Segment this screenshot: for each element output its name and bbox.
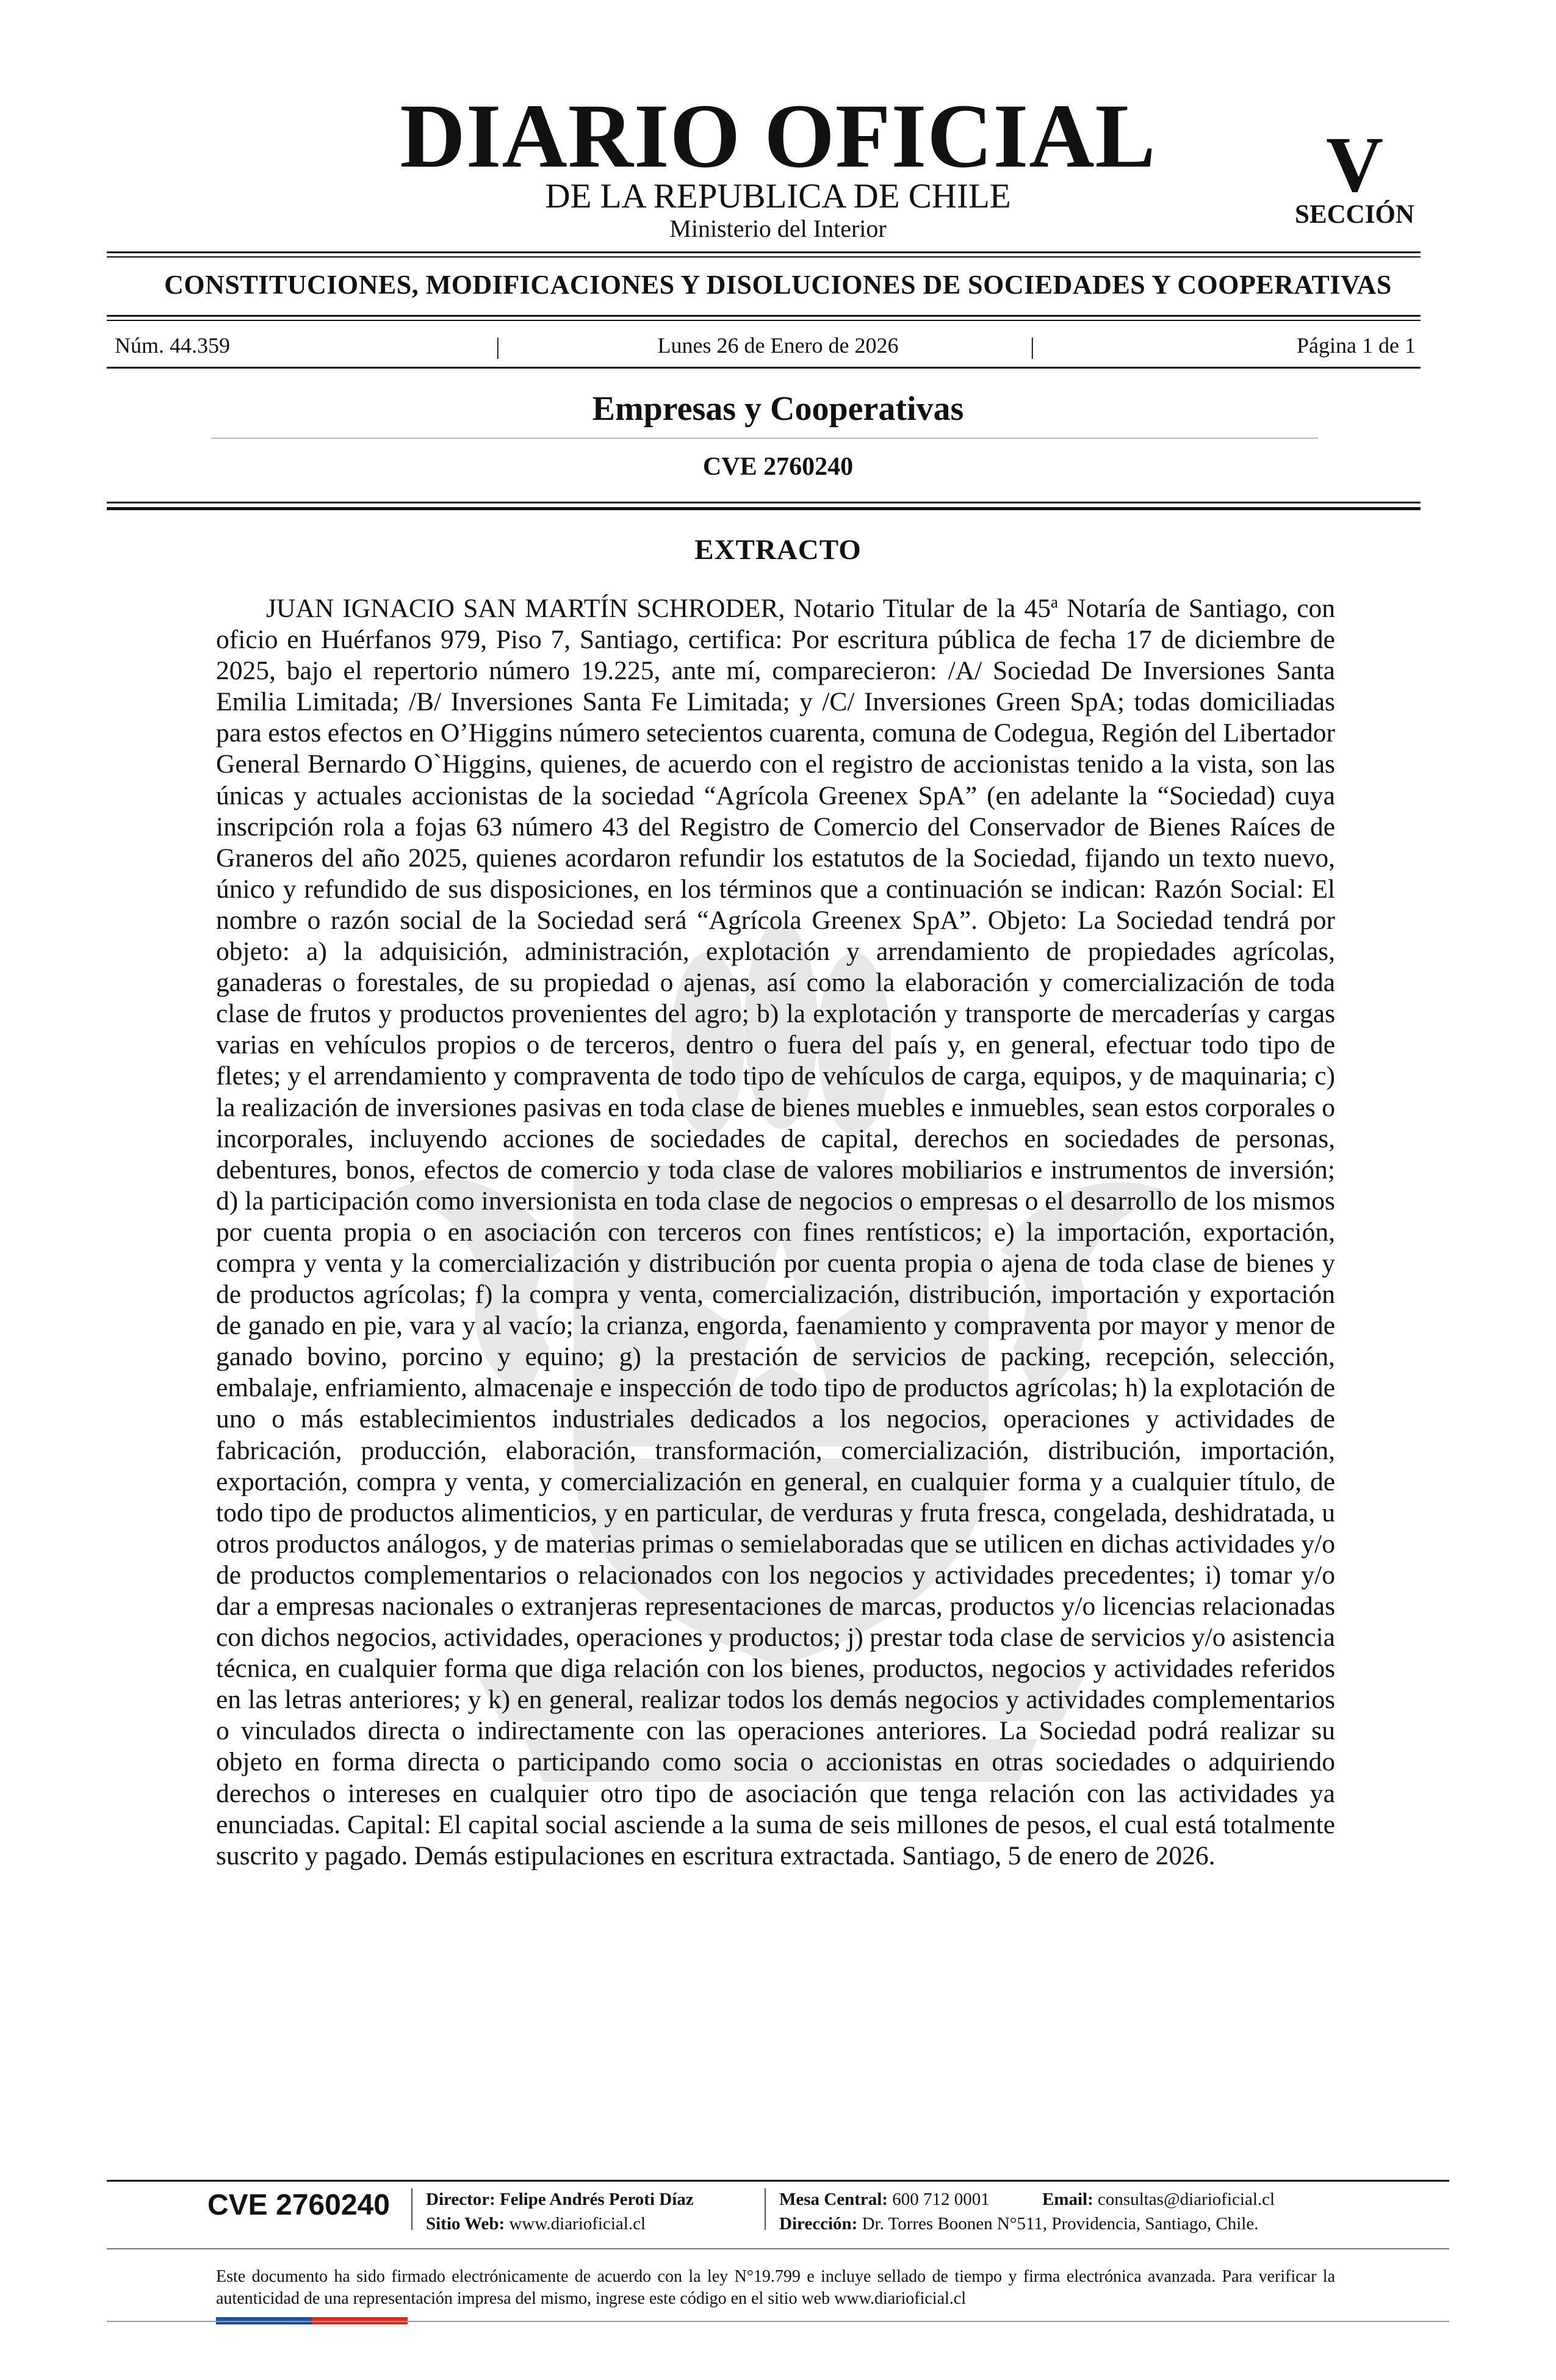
info-bar-rule xyxy=(107,367,1421,369)
section-heading-rule xyxy=(211,438,1318,439)
footer-divider xyxy=(765,2188,766,2230)
issue-number: Núm. 44.359 xyxy=(115,333,230,358)
document-body xyxy=(216,593,1335,1872)
footer-phone xyxy=(779,2191,990,2209)
header-rule xyxy=(107,256,1421,258)
document-title: EXTRACTO xyxy=(694,534,862,566)
footer-notice-rule xyxy=(107,2248,1449,2249)
ordinal-superscript: a xyxy=(1051,593,1058,611)
footer-cve-code: CVE 2760240 xyxy=(207,2189,390,2221)
footer-notice: Este documento ha sido firmado electrónicamente de acuerdo con la ley N°19.799 e incluye sellado de tiempo y firma electrónica avanzada. Para verificar la autenticidad de una representación impresa del mismo, ingrese este código en el sitio web www.diarioficial.cl xyxy=(216,2267,1335,2308)
address-value: Dr. Torres Boonen N°511, Providencia, Santiago, Chile. xyxy=(862,2214,1259,2234)
footer-address xyxy=(779,2215,1258,2233)
director-label: Director: xyxy=(426,2190,495,2209)
category-rule xyxy=(107,315,1421,317)
category-rule xyxy=(107,320,1421,321)
body-text-start: JUAN IGNACIO SAN MARTÍN SCHRODER, Notario Titular de la 45 xyxy=(266,594,1051,623)
footer-director xyxy=(426,2191,694,2209)
issue-date: Lunes 26 de Enero de 2026 xyxy=(657,333,899,358)
header-rule xyxy=(107,251,1421,253)
page-indicator: Página 1 de 1 xyxy=(1297,333,1416,358)
body-text-rest: Notaría de Santiago, con oficio en Huérfanos 979, Piso 7, Santiago, certifica: Por escritura pública de fecha 17 de diciembre de 2025, bajo el repertorio número 19.225, ante mí, comparecieron: /A/ Sociedad De Inversiones Santa Emilia Limitada; /B/ Inversiones Santa Fe Limitada; y /C/ Inversiones Green SpA; todas domiciliadas para estos efectos en O’Higgins número setecientos cuarenta, comuna de Codegua, Región del Libertador General Bernardo O`Higgins, quienes, de acuerdo con el registro de accionistas tenido a la vista, son las únicas y actuales accionistas de la sociedad “Agrícola Greenex SpA” (en adelante la “Sociedad) cuya inscripción rola a fojas 63 número 43 del Registro de Comercio del Conservador de Bienes Raíces de Graneros del año 2025, quienes acordaron refundir los estatutos de la Sociedad, fijando un texto nuevo, único y refundido de sus disposiciones, en los términos que a continuación se indican: Razón Social: El nombre o razón social de la Sociedad será “Agrícola Greenex SpA”. Objeto: La Sociedad tendrá por objeto: a) la adquisición, administración, explotación y arrendamiento de propiedades agrícolas, ganaderas o forestales, de su propiedad o ajenas, así como la elaboración y comercialización de toda clase de frutos y productos provenientes del agro; b) la explotación y transporte de mercaderías y cargas varias en vehículos propios o de terceros, dentro o fuera del país y, en general, efectuar todo tipo de fletes; y el arrendamiento y compraventa de todo tipo de vehículos de carga, equipos, y de maquinaria; c) la realización de inversiones pasivas en toda clase de bienes muebles e inmuebles, sean estos corporales o incorporales, incluyendo acciones de sociedades de capital, derechos en sociedades de personas, debentures, bonos, efectos de comercio y toda clase de valores mobiliarios e instrumentos de inversión; d) la participación como inversionista en toda clase de negocios o empresas o el desarrollo de los mismos por cuenta propia o en asociación con terceros con fines rentísticos; e) la importación, exportación, compra y venta y la comercialización y distribución por cuenta propia o ajena de toda clase de bienes y de productos agrícolas; f) la compra y venta, comercialización, distribución, importación y exportación de ganado en pie, vara y al vacío; la crianza, engorda, faenamiento y compraventa por mayor y menor de ganado bovino, porcino y equino; g) la prestación de servicios de packing, recepción, selección, embalaje, enfriamiento, almacenaje e inspección de todo tipo de productos agrícolas; h) la explotación de uno o más establecimientos industriales dedicados a los negocios, operaciones y actividades de fabricación, producción, elaboración, transformación, comercialización, distribución, importación, exportación, compra y venta, y comercialización en general, en cualquier forma y a cualquier título, de todo tipo de productos alimenticios, y en particular, de verduras y fruta fresca, congelada, deshidratada, u otros productos análogos, y de materias primas o semielaboradas que se utilicen en dichas actividades y/o de productos complementarios o relacionados con los negocios y actividades precedentes; i) tomar y/o dar a empresas nacionales o extranjeras representaciones de marcas, productos y/o licencias relacionadas con dichos negocios, actividades, operaciones y productos; j) prestar toda clase de servicios y/o asistencia técnica, en cualquier forma que diga relación con los bienes, productos, negocios y actividades referidos en las letras anteriores; y k) en general, realizar todos los demás negocios y actividades complementarios o vinculados directa o indirectamente con las operaciones anteriores. La Sociedad podrá realizar su objeto en forma directa o participando como socia o accionistas en otras sociedades o adquiriendo derechos o intereses en cualquier otro tipo de asociación que tenga relación con las actividades ya enunciadas. Capital: El capital social asciende a la suma de seis millones de pesos, el cual está totalmente suscrito y pagado. Demás estipulaciones en escritura extractada. Santiago, 5 de enero de 2026. xyxy=(216,594,1335,1870)
footer-website xyxy=(426,2215,646,2233)
section-numeral: V xyxy=(1326,121,1383,209)
email-label: Email: xyxy=(1042,2190,1093,2209)
footer-email xyxy=(1042,2191,1275,2209)
footer-rule xyxy=(107,2180,1449,2182)
phone-value: 600 712 0001 xyxy=(892,2190,990,2209)
website-link[interactable]: www.diarioficial.cl xyxy=(509,2214,646,2234)
section-heading: Empresas y Cooperativas xyxy=(592,390,964,428)
masthead-ministry: Ministerio del Interior xyxy=(669,215,887,242)
director-value: Felipe Andrés Peroti Díaz xyxy=(500,2190,694,2209)
masthead-subtitle: DE LA REPUBLICA DE CHILE xyxy=(545,177,1011,215)
cve-rule xyxy=(107,507,1421,510)
email-link[interactable]: consultas@diarioficial.cl xyxy=(1098,2190,1275,2209)
info-separator: | xyxy=(495,334,500,359)
phone-label: Mesa Central: xyxy=(779,2190,888,2209)
cve-rule xyxy=(107,502,1421,503)
category-title: CONSTITUCIONES, MODIFICACIONES Y DISOLUCIONES DE SOCIEDADES Y COOPERATIVAS xyxy=(164,270,1392,300)
address-label: Dirección: xyxy=(779,2214,858,2234)
website-label: Sitio Web: xyxy=(426,2214,505,2234)
footer-divider xyxy=(411,2188,412,2230)
masthead-title: DIARIO OFICIAL xyxy=(400,85,1156,187)
footer-bottom-rule xyxy=(107,2321,1449,2322)
info-separator: | xyxy=(1030,334,1035,359)
section-label: SECCIÓN xyxy=(1295,200,1414,229)
cve-code: CVE 2760240 xyxy=(702,453,854,481)
